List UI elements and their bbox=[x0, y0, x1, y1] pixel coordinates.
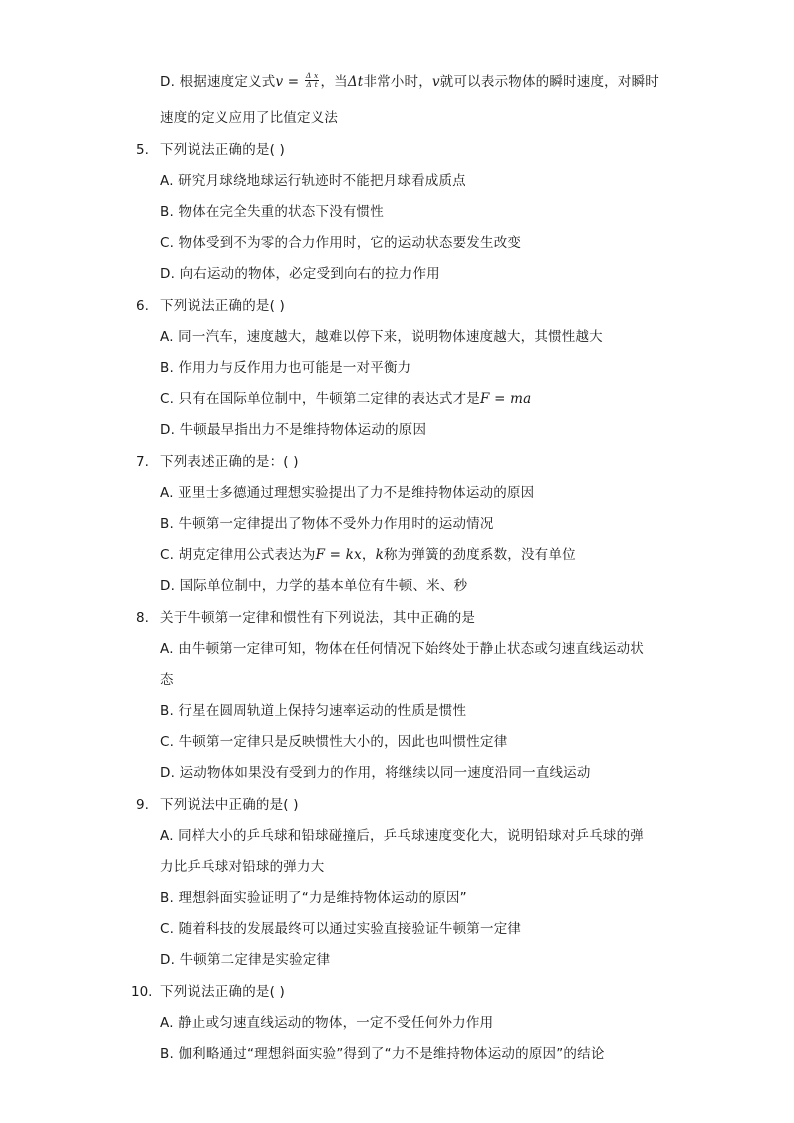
option-a: A. 同样大小的乒乓球和铅球碰撞后，乒乓球速度变化大，说明铅球对乒乓球的弹 bbox=[160, 828, 644, 844]
option-a: A. 同一汽车，速度越大，越难以停下来，说明物体速度越大，其惯性越大 bbox=[160, 329, 603, 345]
option-a: A. 静止或匀速直线运动的物体，一定不受任何外力作用 bbox=[160, 1015, 494, 1031]
question-stem: 下列说法正确的是( ) bbox=[160, 984, 286, 1000]
option-a: A. 研究月球绕地球运行轨迹时不能把月球看成质点 bbox=[160, 173, 466, 189]
question-number: 10. bbox=[131, 984, 153, 1000]
question-number: 6. bbox=[136, 298, 149, 314]
question-stem: 关于牛顿第一定律和惯性有下列说法，其中正确的是 bbox=[160, 610, 476, 626]
question-number: 9. bbox=[136, 797, 149, 813]
option-c: C. 胡克定律用公式表达为F = kx，k称为弹簧的劲度系数，没有单位 bbox=[160, 547, 576, 563]
math-var: v bbox=[275, 74, 284, 90]
question-number: 7. bbox=[136, 454, 149, 470]
question-number: 8. bbox=[136, 610, 149, 626]
option-d: D. 牛顿最早指出力不是维持物体运动的原因 bbox=[160, 422, 427, 438]
option-b: B. 作用力与反作用力也可能是一对平衡力 bbox=[160, 360, 412, 376]
option-d: D. 牛顿第二定律是实验定律 bbox=[160, 952, 331, 968]
math-eq: = bbox=[283, 74, 304, 90]
option-text: 非常小时， bbox=[363, 74, 432, 90]
option-a: A. 由牛顿第一定律可知，物体在任何情况下始终处于静止状态或匀速直线运动状 bbox=[160, 641, 644, 657]
option-text: 就可以表示物体的瞬时速度，对瞬时 bbox=[439, 74, 659, 90]
option-c bbox=[160, 389, 531, 409]
question-number: 5. bbox=[136, 142, 149, 158]
formula: F = ma bbox=[480, 391, 532, 407]
fraction bbox=[305, 72, 320, 89]
question-stem: 下列表述正确的是：( ) bbox=[160, 454, 299, 470]
question-stem: 下列说法中正确的是( ) bbox=[160, 797, 299, 813]
formula: F = kx bbox=[315, 547, 362, 563]
option-c: C. 随着科技的发展最终可以通过实验直接验证牛顿第一定律 bbox=[160, 921, 522, 937]
option-b: B. 伽利略通过“理想斜面实验”得到了“力不是维持物体运动的原因”的结论 bbox=[160, 1046, 605, 1062]
option-a-continued: 力比乒乓球对铅球的弹力大 bbox=[160, 859, 325, 875]
option-b: B. 牛顿第一定律提出了物体不受外力作用时的运动情况 bbox=[160, 516, 494, 532]
q4-option-d-continued: 速度的定义应用了比值定义法 bbox=[160, 110, 339, 126]
math-var: Δt bbox=[347, 74, 364, 90]
option-a: A. 亚里士多德通过理想实验提出了力不是维持物体运动的原因 bbox=[160, 485, 535, 501]
option-text: C. 胡克定律用公式表达为 bbox=[160, 547, 316, 563]
q4-option-d bbox=[160, 72, 659, 92]
question-stem: 下列说法正确的是( ) bbox=[160, 142, 286, 158]
option-d: D. 向右运动的物体，必定受到向右的拉力作用 bbox=[160, 266, 440, 282]
option-text: C. 只有在国际单位制中，牛顿第二定律的表达式才是 bbox=[160, 391, 481, 407]
fraction-numerator: Δ x bbox=[305, 70, 319, 80]
option-text: ，当 bbox=[320, 74, 348, 90]
math-var: k bbox=[375, 547, 384, 563]
fraction-denominator: Δ t bbox=[306, 79, 318, 89]
option-d: D. 国际单位制中，力学的基本单位有牛顿、米、秒 bbox=[160, 578, 468, 594]
option-b: B. 理想斜面实验证明了“力是维持物体运动的原因” bbox=[160, 890, 467, 906]
option-c: C. 牛顿第一定律只是反映惯性大小的，因此也叫惯性定律 bbox=[160, 734, 508, 750]
option-a-continued: 态 bbox=[160, 672, 174, 688]
option-b: B. 物体在完全失重的状态下没有惯性 bbox=[160, 204, 384, 220]
option-c: C. 物体受到不为零的合力作用时，它的运动状态要发生改变 bbox=[160, 235, 522, 251]
option-text: D. 根据速度定义式 bbox=[160, 74, 276, 90]
question-stem: 下列说法正确的是( ) bbox=[160, 298, 286, 314]
math-var: v bbox=[431, 74, 440, 90]
option-b: B. 行星在圆周轨道上保持匀速率运动的性质是惯性 bbox=[160, 703, 467, 719]
option-d: D. 运动物体如果没有受到力的作用，将继续以同一速度沿同一直线运动 bbox=[160, 765, 591, 781]
option-text: 称为弹簧的劲度系数，没有单位 bbox=[383, 547, 576, 563]
